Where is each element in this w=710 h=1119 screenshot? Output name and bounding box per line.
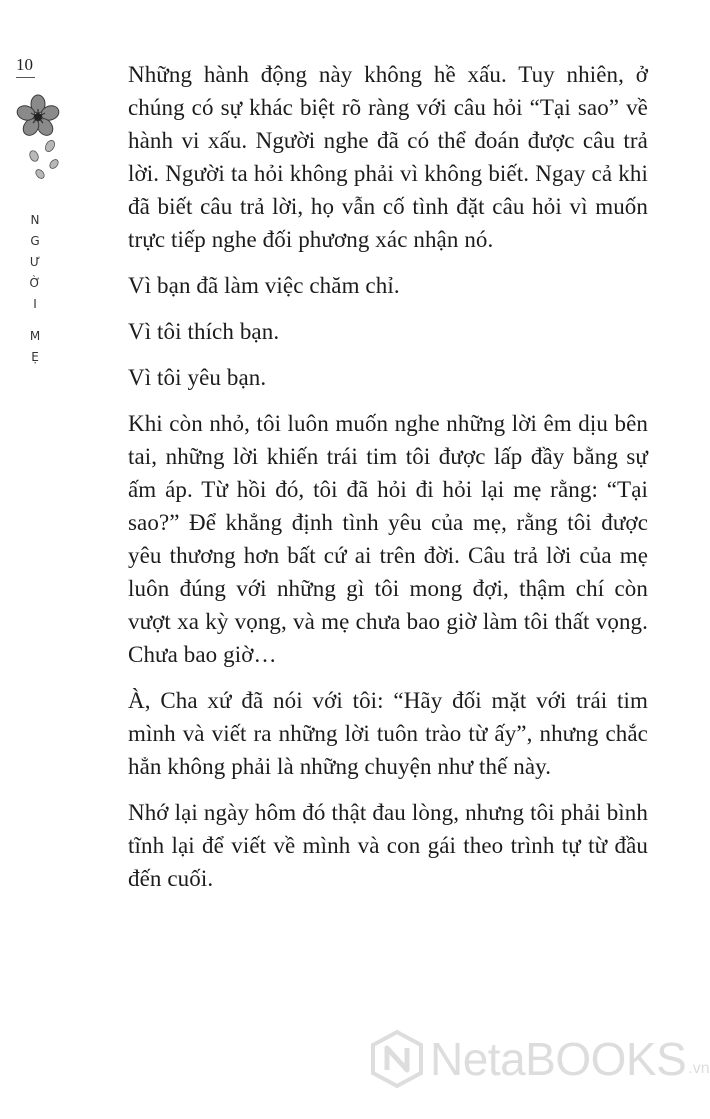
running-title (23, 210, 47, 368)
running-title-letter: G (30, 234, 40, 248)
page-number: 10 (16, 55, 33, 74)
running-title-letter: M (29, 329, 41, 343)
running-title-letter: Ư (29, 255, 41, 269)
paragraph: Vì tôi yêu bạn. (128, 365, 267, 390)
paragraph: Vì bạn đã làm việc chăm chỉ. (128, 273, 400, 298)
running-title-letter: N (30, 213, 40, 227)
paragraph: Những hành động này không hề xấu. Tuy nhiên, ở chúng có sự khác biệt rõ ràng với câu hỏi “Tại sao” về hành vi xấu. Người nghe đã có thể đoán được câu trả lời. Người ta hỏi không phải vì không biết. Ngay cả khi đã biết câu trả lời, họ vẫn cố tình đặt câu hỏi vì muốn trực tiếp nghe đối phương xác nhận nó. (128, 62, 648, 252)
watermark (370, 1030, 710, 1088)
watermark-domain: .vn (688, 1060, 710, 1077)
paragraph: Khi còn nhỏ, tôi luôn muốn nghe những lời êm dịu bên tai, những lời khiến trái tim tôi được lấp đầy bằng sự ấm áp. Từ hồi đó, tôi đã hỏi đi hỏi lại mẹ rằng: “Tại sao?” Để khẳng định tình yêu của mẹ, rằng tôi được yêu thương hơn bất cứ ai trên đời. Câu trả lời của mẹ luôn đúng với những gì tôi mong đợi, thậm chí còn vượt xa kỳ vọng, và mẹ chưa bao giờ làm tôi thất vọng. Chưa bao giờ… (128, 411, 648, 667)
netabooks-logo-icon (370, 1030, 424, 1088)
paragraph: Nhớ lại ngày hôm đó thật đau lòng, nhưng tôi phải bình tĩnh lại để viết về mình và con gái theo trình tự từ đầu đến cuối. (128, 800, 648, 891)
body-text (128, 58, 648, 895)
cherry-blossom-icon (10, 90, 66, 200)
paragraph: Vì tôi thích bạn. (128, 319, 280, 344)
running-title-letter: Ờ (29, 276, 41, 290)
running-title-letter: Ẹ (31, 350, 39, 364)
watermark-text: NetaBOOKS (430, 1033, 687, 1085)
paragraph: À, Cha xứ đã nói với tôi: “Hãy đối mặt với trái tim mình và viết ra những lời tuôn trào từ ấy”, nhưng chắc hẳn không phải là những chuyện như thế này. (128, 688, 648, 779)
running-title-letter: I (33, 297, 37, 311)
